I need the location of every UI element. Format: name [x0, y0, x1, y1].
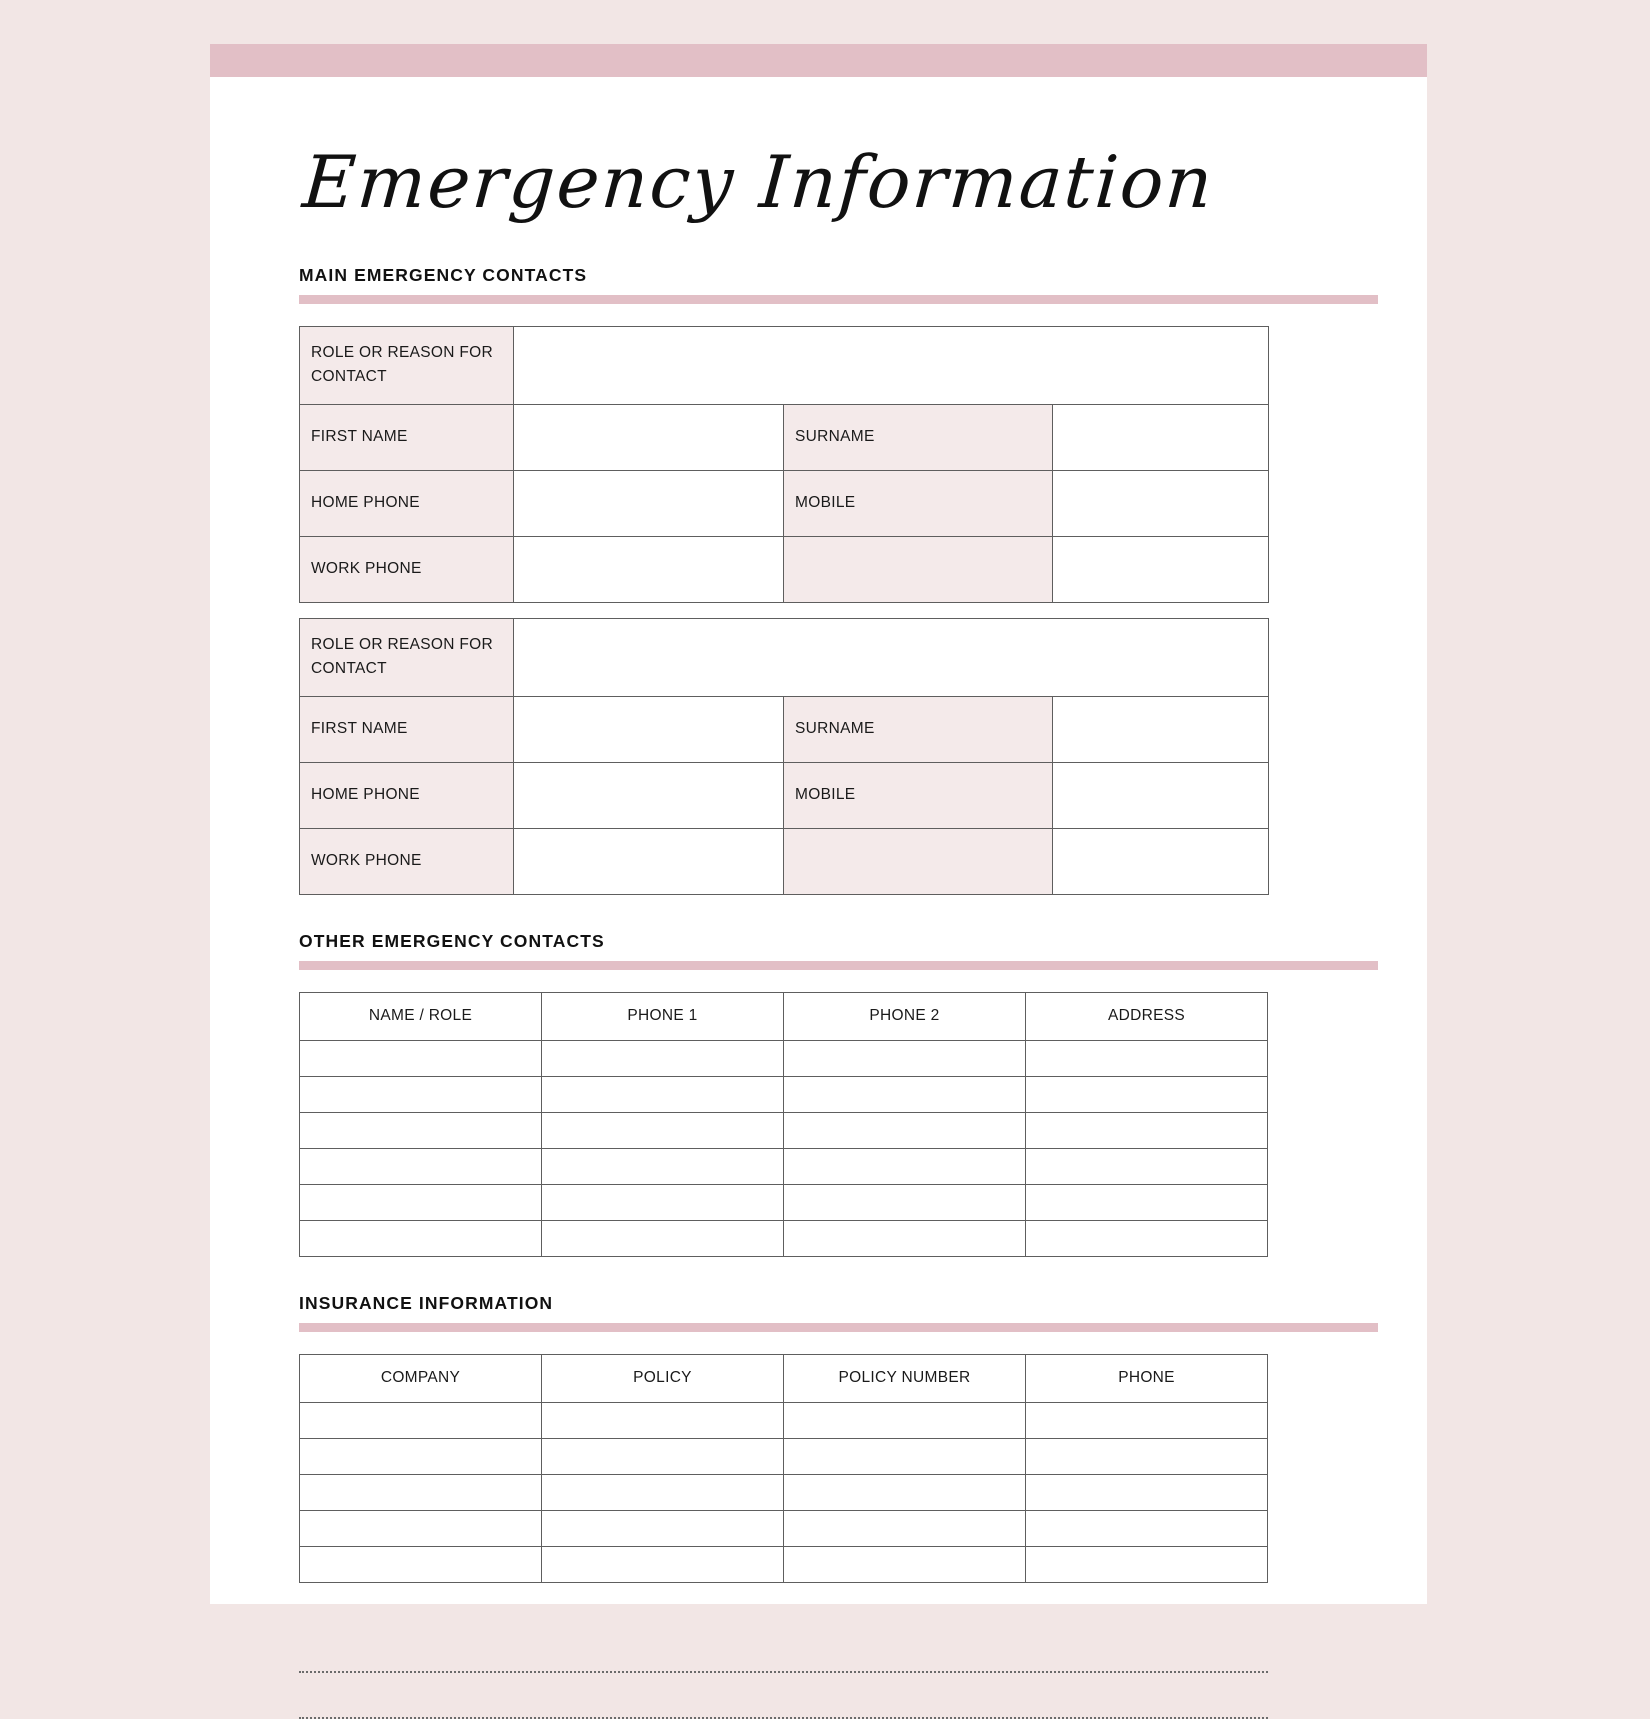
column-header-phone: PHONE	[1026, 1354, 1268, 1402]
table-row	[300, 618, 1269, 696]
main-contact-block-2	[299, 618, 1269, 895]
insurance-cell[interactable]	[784, 1546, 1026, 1582]
label-mobile: MOBILE	[784, 470, 1053, 536]
section-other-emergency-contacts	[299, 931, 1378, 1257]
label-first-name: FIRST NAME	[300, 696, 514, 762]
column-header-name-role: NAME / ROLE	[300, 992, 542, 1040]
main-contact-block-1	[299, 326, 1269, 603]
table-row	[300, 1438, 1268, 1474]
label-first-name: FIRST NAME	[300, 404, 514, 470]
insurance-cell[interactable]	[1026, 1474, 1268, 1510]
table-header-row	[300, 1354, 1268, 1402]
field-work-phone-extra[interactable]	[1053, 536, 1269, 602]
label-mobile: MOBILE	[784, 762, 1053, 828]
section-insurance-information	[299, 1293, 1378, 1583]
table-row	[300, 326, 1269, 404]
other-contact-cell[interactable]	[1026, 1112, 1268, 1148]
insurance-body	[300, 1402, 1268, 1582]
other-contact-cell[interactable]	[1026, 1220, 1268, 1256]
label-work-phone: WORK PHONE	[300, 828, 514, 894]
section-divider-rule	[299, 961, 1378, 970]
insurance-cell[interactable]	[784, 1510, 1026, 1546]
other-contact-cell[interactable]	[1026, 1148, 1268, 1184]
insurance-cell[interactable]	[300, 1402, 542, 1438]
other-contact-cell[interactable]	[542, 1184, 784, 1220]
insurance-table	[299, 1354, 1268, 1583]
section-divider-rule	[299, 1323, 1378, 1332]
insurance-cell[interactable]	[542, 1402, 784, 1438]
table-row	[300, 1474, 1268, 1510]
field-work-phone-extra[interactable]	[1053, 828, 1269, 894]
insurance-cell[interactable]	[1026, 1438, 1268, 1474]
insurance-cell[interactable]	[542, 1546, 784, 1582]
other-contact-cell[interactable]	[300, 1112, 542, 1148]
other-contact-cell[interactable]	[784, 1184, 1026, 1220]
insurance-cell[interactable]	[300, 1546, 542, 1582]
table-row	[300, 470, 1269, 536]
field-work-phone[interactable]	[514, 828, 784, 894]
table-row	[300, 1148, 1268, 1184]
table-row	[300, 828, 1269, 894]
label-surname: SURNAME	[784, 404, 1053, 470]
section-heading-other-contacts: OTHER EMERGENCY CONTACTS	[299, 930, 605, 951]
field-role-or-reason[interactable]	[514, 618, 1269, 696]
field-role-or-reason[interactable]	[514, 326, 1269, 404]
table-row	[300, 1510, 1268, 1546]
other-contact-cell[interactable]	[300, 1184, 542, 1220]
section-main-emergency-contacts	[299, 265, 1378, 895]
other-contact-cell[interactable]	[1026, 1076, 1268, 1112]
insurance-cell[interactable]	[300, 1510, 542, 1546]
section-divider-rule	[299, 295, 1378, 304]
other-contact-cell[interactable]	[1026, 1184, 1268, 1220]
insurance-cell[interactable]	[300, 1474, 542, 1510]
column-header-phone-2: PHONE 2	[784, 992, 1026, 1040]
table-row	[300, 1546, 1268, 1582]
field-mobile[interactable]	[1053, 762, 1269, 828]
notes-area	[299, 1627, 1268, 1719]
column-header-company: COMPANY	[300, 1354, 542, 1402]
insurance-cell[interactable]	[300, 1438, 542, 1474]
other-contact-cell[interactable]	[542, 1112, 784, 1148]
other-contact-cell[interactable]	[784, 1040, 1026, 1076]
spacer-cell-empty	[784, 828, 1053, 894]
table-row	[300, 404, 1269, 470]
field-mobile[interactable]	[1053, 470, 1269, 536]
label-role-or-reason: ROLE OR REASON FOR CONTACT	[300, 618, 514, 696]
field-home-phone[interactable]	[514, 762, 784, 828]
label-home-phone: HOME PHONE	[300, 470, 514, 536]
column-header-address: ADDRESS	[1026, 992, 1268, 1040]
other-contact-cell[interactable]	[542, 1040, 784, 1076]
insurance-cell[interactable]	[542, 1510, 784, 1546]
field-surname[interactable]	[1053, 404, 1269, 470]
table-row	[300, 1402, 1268, 1438]
label-surname: SURNAME	[784, 696, 1053, 762]
other-contact-cell[interactable]	[784, 1220, 1026, 1256]
table-row	[300, 762, 1269, 828]
field-home-phone[interactable]	[514, 470, 784, 536]
table-row	[300, 1040, 1268, 1076]
field-first-name[interactable]	[514, 404, 784, 470]
top-accent-band	[210, 44, 1427, 77]
insurance-cell[interactable]	[1026, 1402, 1268, 1438]
field-surname[interactable]	[1053, 696, 1269, 762]
table-row	[300, 1076, 1268, 1112]
other-contacts-body	[300, 1040, 1268, 1256]
note-line[interactable]	[299, 1673, 1268, 1719]
insurance-cell[interactable]	[542, 1474, 784, 1510]
insurance-cell[interactable]	[784, 1438, 1026, 1474]
page-content	[210, 77, 1427, 1604]
table-row	[300, 1220, 1268, 1256]
table-row	[300, 696, 1269, 762]
insurance-cell[interactable]	[1026, 1546, 1268, 1582]
section-heading-insurance: INSURANCE INFORMATION	[299, 1292, 554, 1313]
insurance-cell[interactable]	[1026, 1510, 1268, 1546]
other-contact-cell[interactable]	[784, 1112, 1026, 1148]
table-row	[300, 1184, 1268, 1220]
page-title: Emergency Information	[300, 140, 1217, 224]
field-work-phone[interactable]	[514, 536, 784, 602]
insurance-cell[interactable]	[542, 1438, 784, 1474]
table-row	[300, 1112, 1268, 1148]
column-header-policy-number: POLICY NUMBER	[784, 1354, 1026, 1402]
column-header-phone-1: PHONE 1	[542, 992, 784, 1040]
printable-page	[210, 44, 1427, 1604]
other-contact-cell[interactable]	[300, 1220, 542, 1256]
column-header-policy: POLICY	[542, 1354, 784, 1402]
label-work-phone: WORK PHONE	[300, 536, 514, 602]
other-contact-cell[interactable]	[300, 1148, 542, 1184]
insurance-cell[interactable]	[784, 1474, 1026, 1510]
other-contact-cell[interactable]	[542, 1148, 784, 1184]
section-heading-main-contacts: MAIN EMERGENCY CONTACTS	[299, 264, 588, 285]
other-contact-cell[interactable]	[784, 1076, 1026, 1112]
spacer-cell-empty	[784, 536, 1053, 602]
table-row	[300, 536, 1269, 602]
label-home-phone: HOME PHONE	[300, 762, 514, 828]
table-header-row	[300, 992, 1268, 1040]
other-contact-cell[interactable]	[542, 1220, 784, 1256]
insurance-cell[interactable]	[784, 1402, 1026, 1438]
field-first-name[interactable]	[514, 696, 784, 762]
other-contact-cell[interactable]	[300, 1076, 542, 1112]
other-contact-cell[interactable]	[300, 1040, 542, 1076]
label-role-or-reason: ROLE OR REASON FOR CONTACT	[300, 326, 514, 404]
other-contacts-table	[299, 992, 1268, 1257]
other-contact-cell[interactable]	[1026, 1040, 1268, 1076]
other-contact-cell[interactable]	[542, 1076, 784, 1112]
other-contact-cell[interactable]	[784, 1148, 1026, 1184]
